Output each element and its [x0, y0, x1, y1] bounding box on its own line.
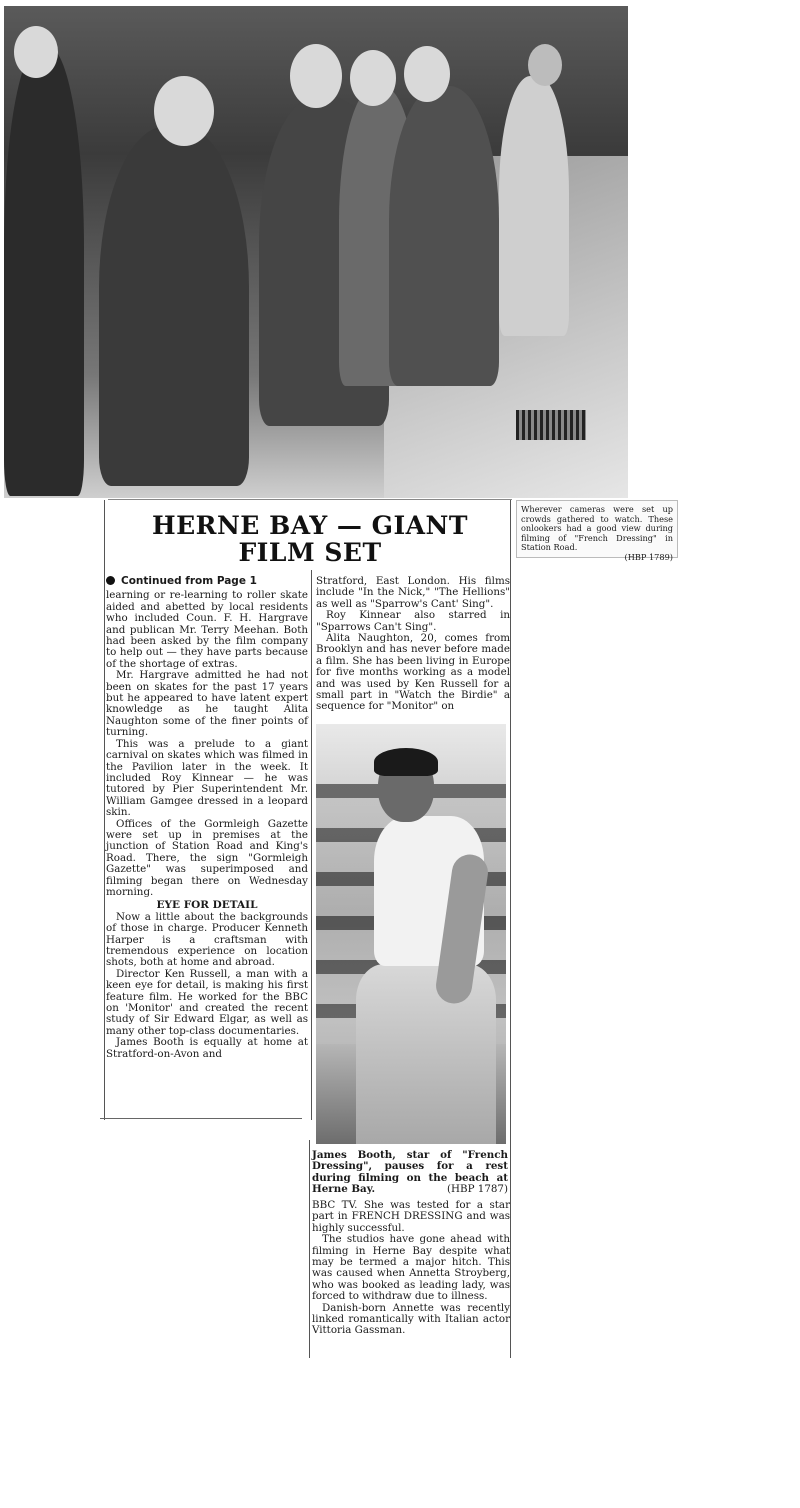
paragraph: Mr. Hargrave admitted he had not been on skates for the past 17 years but he appeared to have latent expert knowledge as he taught Alita Naughton some of the finer points of turning.: [106, 669, 308, 739]
column-end-rule: [100, 1118, 302, 1119]
paragraph: learning or re-learning to roller skate aided and abetted by local residents who included Coun. F. H. Hargrave and publican Mr. Terry Meehan. Both had been asked by the film company to help out — they have parts because of the shortage of extras.: [106, 589, 308, 670]
caption-text: James Booth, star of "French Dressing", pauses for a rest during filming on the beach at Herne Bay.: [312, 1149, 508, 1196]
photo-caption-booth: [312, 1150, 508, 1196]
paragraph: Danish-born Annette was recently linked romantically with Italian actor Vittoria Gassman.: [312, 1301, 510, 1337]
drain-grate: [516, 410, 586, 440]
continued-label: Continued from Page 1: [121, 575, 257, 587]
article-headline: HERNE BAY — GIANT FILM SET: [152, 511, 468, 567]
photo-caption-crowd: [516, 500, 678, 562]
paragraph: Now a little about the backgrounds of those in charge. Producer Kenneth Harper is a craftsman with tremendous experience on location shots, both at home and abroad.: [106, 910, 308, 969]
caption-ref: (HBP 1787): [447, 1183, 508, 1196]
article-column-2-continued: [312, 1200, 510, 1337]
article-column-1: [106, 576, 308, 1060]
paragraph: Roy Kinnear also starred in "Sparrows Can't Sing".: [316, 609, 510, 633]
caption-ref: (HBP 1789): [624, 551, 673, 562]
paragraph: James Booth is equally at home at Stratford-on-Avon and: [106, 1036, 308, 1060]
subheading: EYE FOR DETAIL: [156, 899, 258, 912]
paragraph: Alita Naughton, 20, comes from Brooklyn and has never before made a film. She has been living in Europe for five months working as a model and was used by Ken Russell for a small part in "Watch the Birdie" a sequence for "Monitor" on: [316, 632, 510, 713]
paragraph: Director Ken Russell, a man with a keen eye for detail, is making his first feature film. He worked for the BBC on 'Monitor' and created the recent study of Sir Edward Elgar, as well as many other top-class documentaries.: [106, 967, 308, 1037]
column-rule-lower: [309, 1140, 310, 1358]
paragraph: This was a prelude to a giant carnival on skates which was filmed in the Pavilion later in the week. It included Roy Kinnear — he was tutored by Pier Superintendent Mr. William Gamgee dressed in a leopard skin.: [106, 737, 308, 819]
article-column-2: [316, 576, 510, 713]
paragraph: Offices of the Gormleigh Gazette were set up in premises at the junction of Station Road and King's Road. There, the sign "Gormleigh Gazette" was superimposed and filming began there on Wednesday morning.: [106, 817, 308, 898]
paragraph: The studios have gone ahead with filming in Herne Bay despite what may be termed a major hitch. This was caused when Annetta Stroyberg, who was booked as leading lady, was forced to withdraw due to illness.: [312, 1233, 510, 1303]
bullet-icon: [106, 576, 115, 585]
continued-line: [106, 576, 308, 587]
article-top-rule: [108, 499, 512, 500]
paragraph: BBC TV. She was tested for a star part in FRENCH DRESSING and was highly successful.: [312, 1199, 510, 1234]
james-booth-photo: [316, 724, 506, 1144]
column-rule-right: [510, 500, 511, 1358]
crowd-photo: [4, 6, 628, 498]
column-rule-left: [104, 500, 105, 1120]
paragraph: Stratford, East London. His films include "In the Nick," "The Hellions" as well as "Sparrow's Cant' Sing".: [316, 575, 510, 610]
caption-text: Wherever cameras were set up crowds gathered to watch. These onlookers had a good view during filming of "French Dressing" in Station Road.: [521, 504, 673, 553]
column-rule-middle: [311, 570, 312, 1120]
